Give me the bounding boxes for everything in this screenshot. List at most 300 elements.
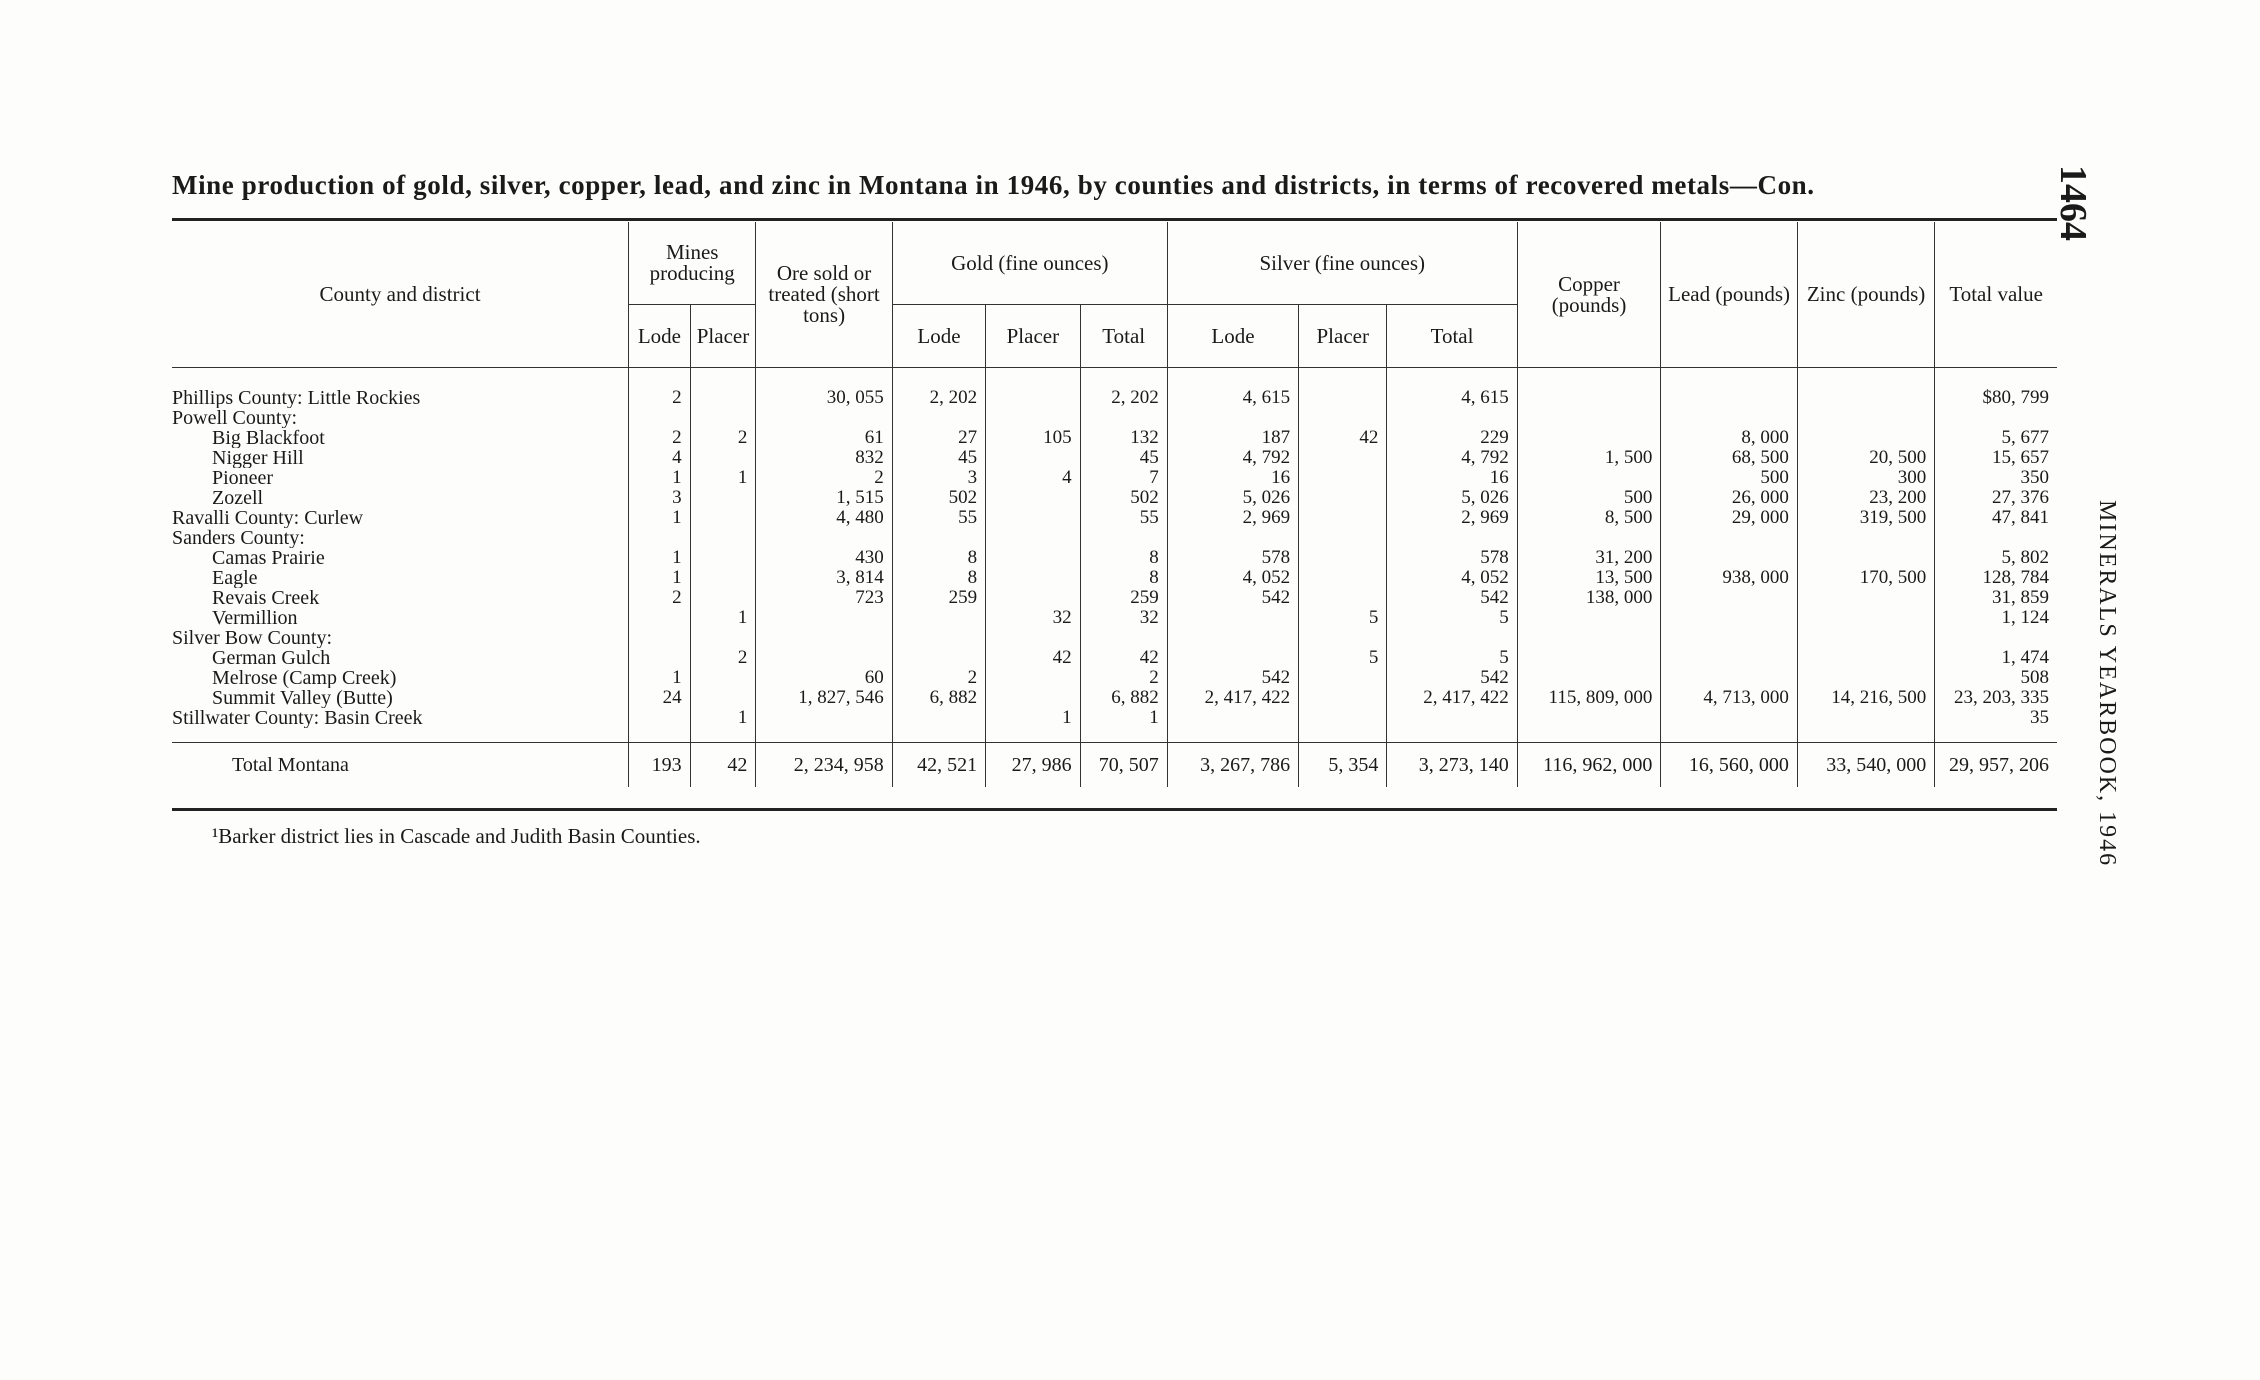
- cell-value: [1387, 708, 1517, 728]
- cell-value: [1517, 628, 1661, 648]
- cell-value: [986, 508, 1080, 528]
- cell-value: 47, 841: [1935, 508, 2057, 528]
- cell-value: [1661, 528, 1797, 548]
- cell-value: [756, 648, 892, 668]
- cell-value: [892, 708, 985, 728]
- cell-value: 7: [1080, 468, 1167, 488]
- cell-value: 30, 055: [756, 388, 892, 408]
- cell-value: 4, 052: [1167, 568, 1298, 588]
- cell-value: 938, 000: [1661, 568, 1797, 588]
- district-name: Big Blackfoot: [212, 428, 325, 448]
- cell-value: [1935, 528, 2057, 548]
- cell-value: [1935, 408, 2057, 428]
- table-row: [172, 648, 2057, 668]
- cell-value: 500: [1661, 468, 1797, 488]
- cell-value: 60: [756, 668, 892, 688]
- table-row: [172, 628, 2057, 648]
- cell-value: [1797, 528, 1934, 548]
- cell-value: [756, 628, 892, 648]
- total-value: 42, 521: [892, 743, 985, 788]
- cell-value: 4: [629, 448, 691, 468]
- cell-value: 259: [1080, 588, 1167, 608]
- spacer-cell: [1797, 728, 1934, 743]
- cell-value: 8: [1080, 548, 1167, 568]
- spacer-cell: [1387, 728, 1517, 743]
- total-row: [172, 743, 2057, 788]
- cell-value: 5, 677: [1935, 428, 2057, 448]
- cell-value: 6, 882: [1080, 688, 1167, 708]
- spacer-cell: [690, 728, 756, 743]
- cell-value: 1, 124: [1935, 608, 2057, 628]
- cell-value: 2, 202: [1080, 388, 1167, 408]
- table-row: [172, 588, 2057, 608]
- cell-value: 32: [986, 608, 1080, 628]
- cell-value: [1080, 528, 1167, 548]
- cell-value: 542: [1387, 588, 1517, 608]
- table-row: [172, 388, 2057, 408]
- cell-value: 4, 792: [1387, 448, 1517, 468]
- cell-value: [1167, 708, 1298, 728]
- cell-value: 350: [1935, 468, 2057, 488]
- cell-value: 2, 969: [1167, 508, 1298, 528]
- total-value: 2, 234, 958: [756, 743, 892, 788]
- cell-value: [892, 608, 985, 628]
- header-silver-placer: Placer: [1299, 305, 1387, 368]
- cell-value: 542: [1167, 668, 1298, 688]
- bottom-rule: [172, 808, 2057, 811]
- cell-value: [1661, 388, 1797, 408]
- cell-value: [986, 488, 1080, 508]
- cell-value: 115, 809, 000: [1517, 688, 1661, 708]
- cell-value: 1, 474: [1935, 648, 2057, 668]
- cell-value: 1: [1080, 708, 1167, 728]
- cell-value: 2, 202: [892, 388, 985, 408]
- cell-value: 4, 713, 000: [1661, 688, 1797, 708]
- spacer-cell: [629, 728, 691, 743]
- cell-value: $80, 799: [1935, 388, 2057, 408]
- running-head: MINERALS YEARBOOK, 1946: [2094, 500, 2120, 868]
- cell-value: 2: [690, 428, 756, 448]
- cell-value: 4: [986, 468, 1080, 488]
- cell-value: [892, 648, 985, 668]
- cell-value: [986, 568, 1080, 588]
- cell-value: 68, 500: [1661, 448, 1797, 468]
- cell-value: 5, 026: [1387, 488, 1517, 508]
- cell-value: [1661, 408, 1797, 428]
- cell-value: [1517, 408, 1661, 428]
- total-value: 193: [629, 743, 691, 788]
- cell-value: [1661, 648, 1797, 668]
- cell-value: 502: [892, 488, 985, 508]
- cell-value: [1797, 548, 1934, 568]
- cell-value: 2: [629, 388, 691, 408]
- district-name: Powell County:: [172, 408, 298, 428]
- cell-value: 1, 515: [756, 488, 892, 508]
- cell-value: [1661, 708, 1797, 728]
- cell-value: [1797, 388, 1934, 408]
- cell-value: 42: [1299, 428, 1387, 448]
- cell-value: [1299, 708, 1387, 728]
- cell-value: [690, 688, 756, 708]
- cell-value: [756, 708, 892, 728]
- cell-value: 542: [1167, 588, 1298, 608]
- cell-value: 45: [1080, 448, 1167, 468]
- cell-value: [690, 388, 756, 408]
- cell-value: 16: [1167, 468, 1298, 488]
- cell-value: [690, 588, 756, 608]
- cell-value: 4, 615: [1387, 388, 1517, 408]
- cell-value: [986, 668, 1080, 688]
- district-name: Melrose (Camp Creek): [212, 668, 397, 688]
- cell-value: [1299, 548, 1387, 568]
- production-table: [172, 222, 2057, 787]
- table-row: [172, 668, 2057, 688]
- cell-value: 5, 026: [1167, 488, 1298, 508]
- cell-value: 2: [629, 588, 691, 608]
- header-gold-lode: Lode: [892, 305, 985, 368]
- cell-value: [1517, 388, 1661, 408]
- header-ore: Ore sold or treated (short tons): [756, 222, 892, 368]
- cell-value: [1517, 608, 1661, 628]
- cell-value: 24: [629, 688, 691, 708]
- header-copper: Copper (pounds): [1517, 222, 1661, 368]
- cell-value: [1387, 628, 1517, 648]
- cell-value: [1299, 448, 1387, 468]
- cell-value: 55: [892, 508, 985, 528]
- total-value: 3, 273, 140: [1387, 743, 1517, 788]
- table-body: [172, 368, 2057, 788]
- cell-value: [1661, 588, 1797, 608]
- cell-value: 32: [1080, 608, 1167, 628]
- cell-value: [629, 528, 691, 548]
- spacer-cell: [1080, 728, 1167, 743]
- cell-value: [690, 668, 756, 688]
- cell-value: 138, 000: [1517, 588, 1661, 608]
- cell-value: [986, 588, 1080, 608]
- cell-value: 26, 000: [1661, 488, 1797, 508]
- cell-value: 5: [1387, 608, 1517, 628]
- cell-value: 1: [629, 548, 691, 568]
- cell-value: 4, 615: [1167, 388, 1298, 408]
- cell-value: [1797, 408, 1934, 428]
- spacer-cell: [1299, 728, 1387, 743]
- cell-value: 6, 882: [892, 688, 985, 708]
- cell-value: [986, 548, 1080, 568]
- total-value: 42: [690, 743, 756, 788]
- cell-value: 5: [1299, 608, 1387, 628]
- cell-value: [1661, 608, 1797, 628]
- header-mines-placer: Placer: [690, 305, 756, 368]
- cell-value: 3: [892, 468, 985, 488]
- cell-value: 14, 216, 500: [1797, 688, 1934, 708]
- cell-value: 187: [1167, 428, 1298, 448]
- cell-value: 2: [629, 428, 691, 448]
- cell-value: 55: [1080, 508, 1167, 528]
- cell-value: [1299, 488, 1387, 508]
- total-value: 16, 560, 000: [1661, 743, 1797, 788]
- table-row: [172, 528, 2057, 548]
- cell-value: 4, 792: [1167, 448, 1298, 468]
- cell-value: [1935, 628, 2057, 648]
- cell-value: [1387, 408, 1517, 428]
- cell-value: 5: [1299, 648, 1387, 668]
- cell-value: [1517, 708, 1661, 728]
- cell-value: 430: [756, 548, 892, 568]
- cell-value: 27: [892, 428, 985, 448]
- cell-value: 8, 000: [1661, 428, 1797, 448]
- district-name: Revais Creek: [212, 588, 320, 608]
- cell-value: [1797, 608, 1934, 628]
- table-row: [172, 468, 2057, 488]
- district-name: Ravalli County: Curlew: [172, 508, 364, 528]
- cell-value: [629, 408, 691, 428]
- cell-value: 8: [892, 548, 985, 568]
- cell-value: [629, 608, 691, 628]
- cell-value: 508: [1935, 668, 2057, 688]
- cell-value: [1167, 648, 1298, 668]
- cell-value: 8: [892, 568, 985, 588]
- top-rule: [172, 218, 2057, 221]
- cell-value: [1387, 528, 1517, 548]
- cell-value: 31, 859: [1935, 588, 2057, 608]
- table-title: Mine production of gold, silver, copper, lead, and zinc in Montana in 1946, by counties and districts, in terms of recovered metals—Con.: [172, 170, 1815, 200]
- cell-value: 578: [1167, 548, 1298, 568]
- cell-value: [756, 608, 892, 628]
- cell-value: 23, 200: [1797, 488, 1934, 508]
- district-name: Camas Prairie: [212, 548, 325, 568]
- cell-value: [1797, 708, 1934, 728]
- cell-value: [1797, 628, 1934, 648]
- cell-value: 542: [1387, 668, 1517, 688]
- spacer-cell: [1517, 728, 1661, 743]
- cell-value: [629, 708, 691, 728]
- district-name: Nigger Hill: [212, 448, 304, 468]
- cell-value: 300: [1797, 468, 1934, 488]
- cell-value: 3: [629, 488, 691, 508]
- cell-value: [1299, 408, 1387, 428]
- header-lead: Lead (pounds): [1661, 222, 1797, 368]
- spacer-cell: [756, 728, 892, 743]
- district-name: Zozell: [212, 488, 264, 508]
- cell-value: 1, 500: [1517, 448, 1661, 468]
- table-row: [172, 608, 2057, 628]
- cell-value: [1661, 668, 1797, 688]
- cell-value: [690, 568, 756, 588]
- cell-value: [986, 388, 1080, 408]
- cell-value: [690, 448, 756, 468]
- spacer-cell: [1661, 728, 1797, 743]
- footnote: ¹Barker district lies in Cascade and Judith Basin Counties.: [212, 824, 701, 848]
- cell-value: 1: [629, 568, 691, 588]
- cell-value: [1797, 668, 1934, 688]
- total-value: 70, 507: [1080, 743, 1167, 788]
- header-gold-total: Total: [1080, 305, 1167, 368]
- cell-value: 31, 200: [1517, 548, 1661, 568]
- cell-value: 2: [690, 648, 756, 668]
- cell-value: [1661, 548, 1797, 568]
- cell-value: 832: [756, 448, 892, 468]
- header-mines: Mines producing: [629, 222, 756, 305]
- cell-value: [1167, 628, 1298, 648]
- cell-value: [1517, 648, 1661, 668]
- cell-value: [1299, 468, 1387, 488]
- header-gold-placer: Placer: [986, 305, 1080, 368]
- table-row: [172, 408, 2057, 428]
- district-name: Silver Bow County:: [172, 628, 333, 648]
- cell-value: 1: [629, 508, 691, 528]
- cell-value: 578: [1387, 548, 1517, 568]
- district-name: Summit Valley (Butte): [212, 688, 393, 708]
- cell-value: 1: [690, 708, 756, 728]
- cell-value: [986, 628, 1080, 648]
- spacer-row: [172, 368, 2057, 389]
- cell-value: [690, 528, 756, 548]
- table-row: [172, 448, 2057, 468]
- header-county: County and district: [172, 222, 629, 368]
- district-name: Vermillion: [212, 608, 298, 628]
- cell-value: 20, 500: [1797, 448, 1934, 468]
- header-gold: Gold (fine ounces): [892, 222, 1167, 305]
- cell-value: [1299, 628, 1387, 648]
- cell-value: 502: [1080, 488, 1167, 508]
- cell-value: 1: [986, 708, 1080, 728]
- total-label: Total Montana: [232, 754, 349, 776]
- cell-value: 2, 969: [1387, 508, 1517, 528]
- cell-value: [1797, 428, 1934, 448]
- cell-value: [756, 408, 892, 428]
- cell-value: 61: [756, 428, 892, 448]
- page-number: 1464: [2052, 165, 2094, 241]
- cell-value: 2, 417, 422: [1167, 688, 1298, 708]
- table-row: [172, 548, 2057, 568]
- header-zinc: Zinc (pounds): [1797, 222, 1934, 368]
- cell-value: [1517, 668, 1661, 688]
- header-silver-lode: Lode: [1167, 305, 1298, 368]
- cell-value: [1517, 428, 1661, 448]
- cell-value: 1: [690, 468, 756, 488]
- cell-value: [892, 408, 985, 428]
- cell-value: [1167, 608, 1298, 628]
- spacer-cell: [1167, 728, 1298, 743]
- cell-value: 128, 784: [1935, 568, 2057, 588]
- cell-value: 8: [1080, 568, 1167, 588]
- cell-value: [1080, 408, 1167, 428]
- cell-value: [1167, 408, 1298, 428]
- table-row: [172, 428, 2057, 448]
- cell-value: [1517, 468, 1661, 488]
- table-row: [172, 688, 2057, 708]
- cell-value: [1167, 528, 1298, 548]
- header-mines-lode: Lode: [629, 305, 691, 368]
- cell-value: 500: [1517, 488, 1661, 508]
- cell-value: 2: [756, 468, 892, 488]
- total-value: 3, 267, 786: [1167, 743, 1298, 788]
- cell-value: [629, 628, 691, 648]
- cell-value: 4, 052: [1387, 568, 1517, 588]
- cell-value: [986, 448, 1080, 468]
- cell-value: [1517, 528, 1661, 548]
- table-row: [172, 708, 2057, 728]
- table-row: [172, 488, 2057, 508]
- cell-value: 5: [1387, 648, 1517, 668]
- total-value: 33, 540, 000: [1797, 743, 1934, 788]
- cell-value: 105: [986, 428, 1080, 448]
- cell-value: 42: [1080, 648, 1167, 668]
- cell-value: [1299, 528, 1387, 548]
- cell-value: [690, 488, 756, 508]
- header-total-value: Total value: [1935, 222, 2057, 368]
- cell-value: [1299, 568, 1387, 588]
- spacer-cell: [892, 728, 985, 743]
- district-name: Pioneer: [212, 468, 274, 488]
- spacer-cell: [986, 728, 1080, 743]
- district-name: Eagle: [212, 568, 258, 588]
- total-value: 29, 957, 206: [1935, 743, 2057, 788]
- cell-value: [986, 688, 1080, 708]
- cell-value: [1797, 588, 1934, 608]
- cell-value: 16: [1387, 468, 1517, 488]
- cell-value: [1299, 588, 1387, 608]
- cell-value: 23, 203, 335: [1935, 688, 2057, 708]
- table-row: [172, 568, 2057, 588]
- cell-value: 1: [690, 608, 756, 628]
- district-name: German Gulch: [212, 648, 331, 668]
- cell-value: [690, 508, 756, 528]
- cell-value: 5, 802: [1935, 548, 2057, 568]
- cell-value: 170, 500: [1797, 568, 1934, 588]
- cell-value: [892, 528, 985, 548]
- cell-value: 35: [1935, 708, 2057, 728]
- cell-value: [756, 528, 892, 548]
- cell-value: 1: [629, 668, 691, 688]
- cell-value: 13, 500: [1517, 568, 1661, 588]
- cell-value: 1: [629, 468, 691, 488]
- cell-value: [1299, 388, 1387, 408]
- cell-value: 3, 814: [756, 568, 892, 588]
- header-silver-total: Total: [1387, 305, 1517, 368]
- cell-value: 132: [1080, 428, 1167, 448]
- cell-value: [986, 408, 1080, 428]
- total-value: 27, 986: [986, 743, 1080, 788]
- cell-value: 42: [986, 648, 1080, 668]
- cell-value: 4, 480: [756, 508, 892, 528]
- cell-value: [1299, 668, 1387, 688]
- cell-value: 319, 500: [1797, 508, 1934, 528]
- spacer-cell: [1935, 728, 2057, 743]
- spacer-cell: [172, 728, 629, 743]
- cell-value: 723: [756, 588, 892, 608]
- table-row: [172, 508, 2057, 528]
- cell-value: 15, 657: [1935, 448, 2057, 468]
- total-value: 116, 962, 000: [1517, 743, 1661, 788]
- cell-value: [629, 648, 691, 668]
- cell-value: 2, 417, 422: [1387, 688, 1517, 708]
- cell-value: [1080, 628, 1167, 648]
- cell-value: [986, 528, 1080, 548]
- cell-value: 2: [1080, 668, 1167, 688]
- cell-value: 29, 000: [1661, 508, 1797, 528]
- spacer-row: [172, 728, 2057, 743]
- cell-value: [1661, 628, 1797, 648]
- cell-value: 2: [892, 668, 985, 688]
- cell-value: 1, 827, 546: [756, 688, 892, 708]
- district-name: Sanders County:: [172, 528, 305, 548]
- cell-value: [690, 408, 756, 428]
- cell-value: 27, 376: [1935, 488, 2057, 508]
- header-silver: Silver (fine ounces): [1167, 222, 1517, 305]
- cell-value: 45: [892, 448, 985, 468]
- district-name: Stillwater County: Basin Creek: [172, 708, 423, 728]
